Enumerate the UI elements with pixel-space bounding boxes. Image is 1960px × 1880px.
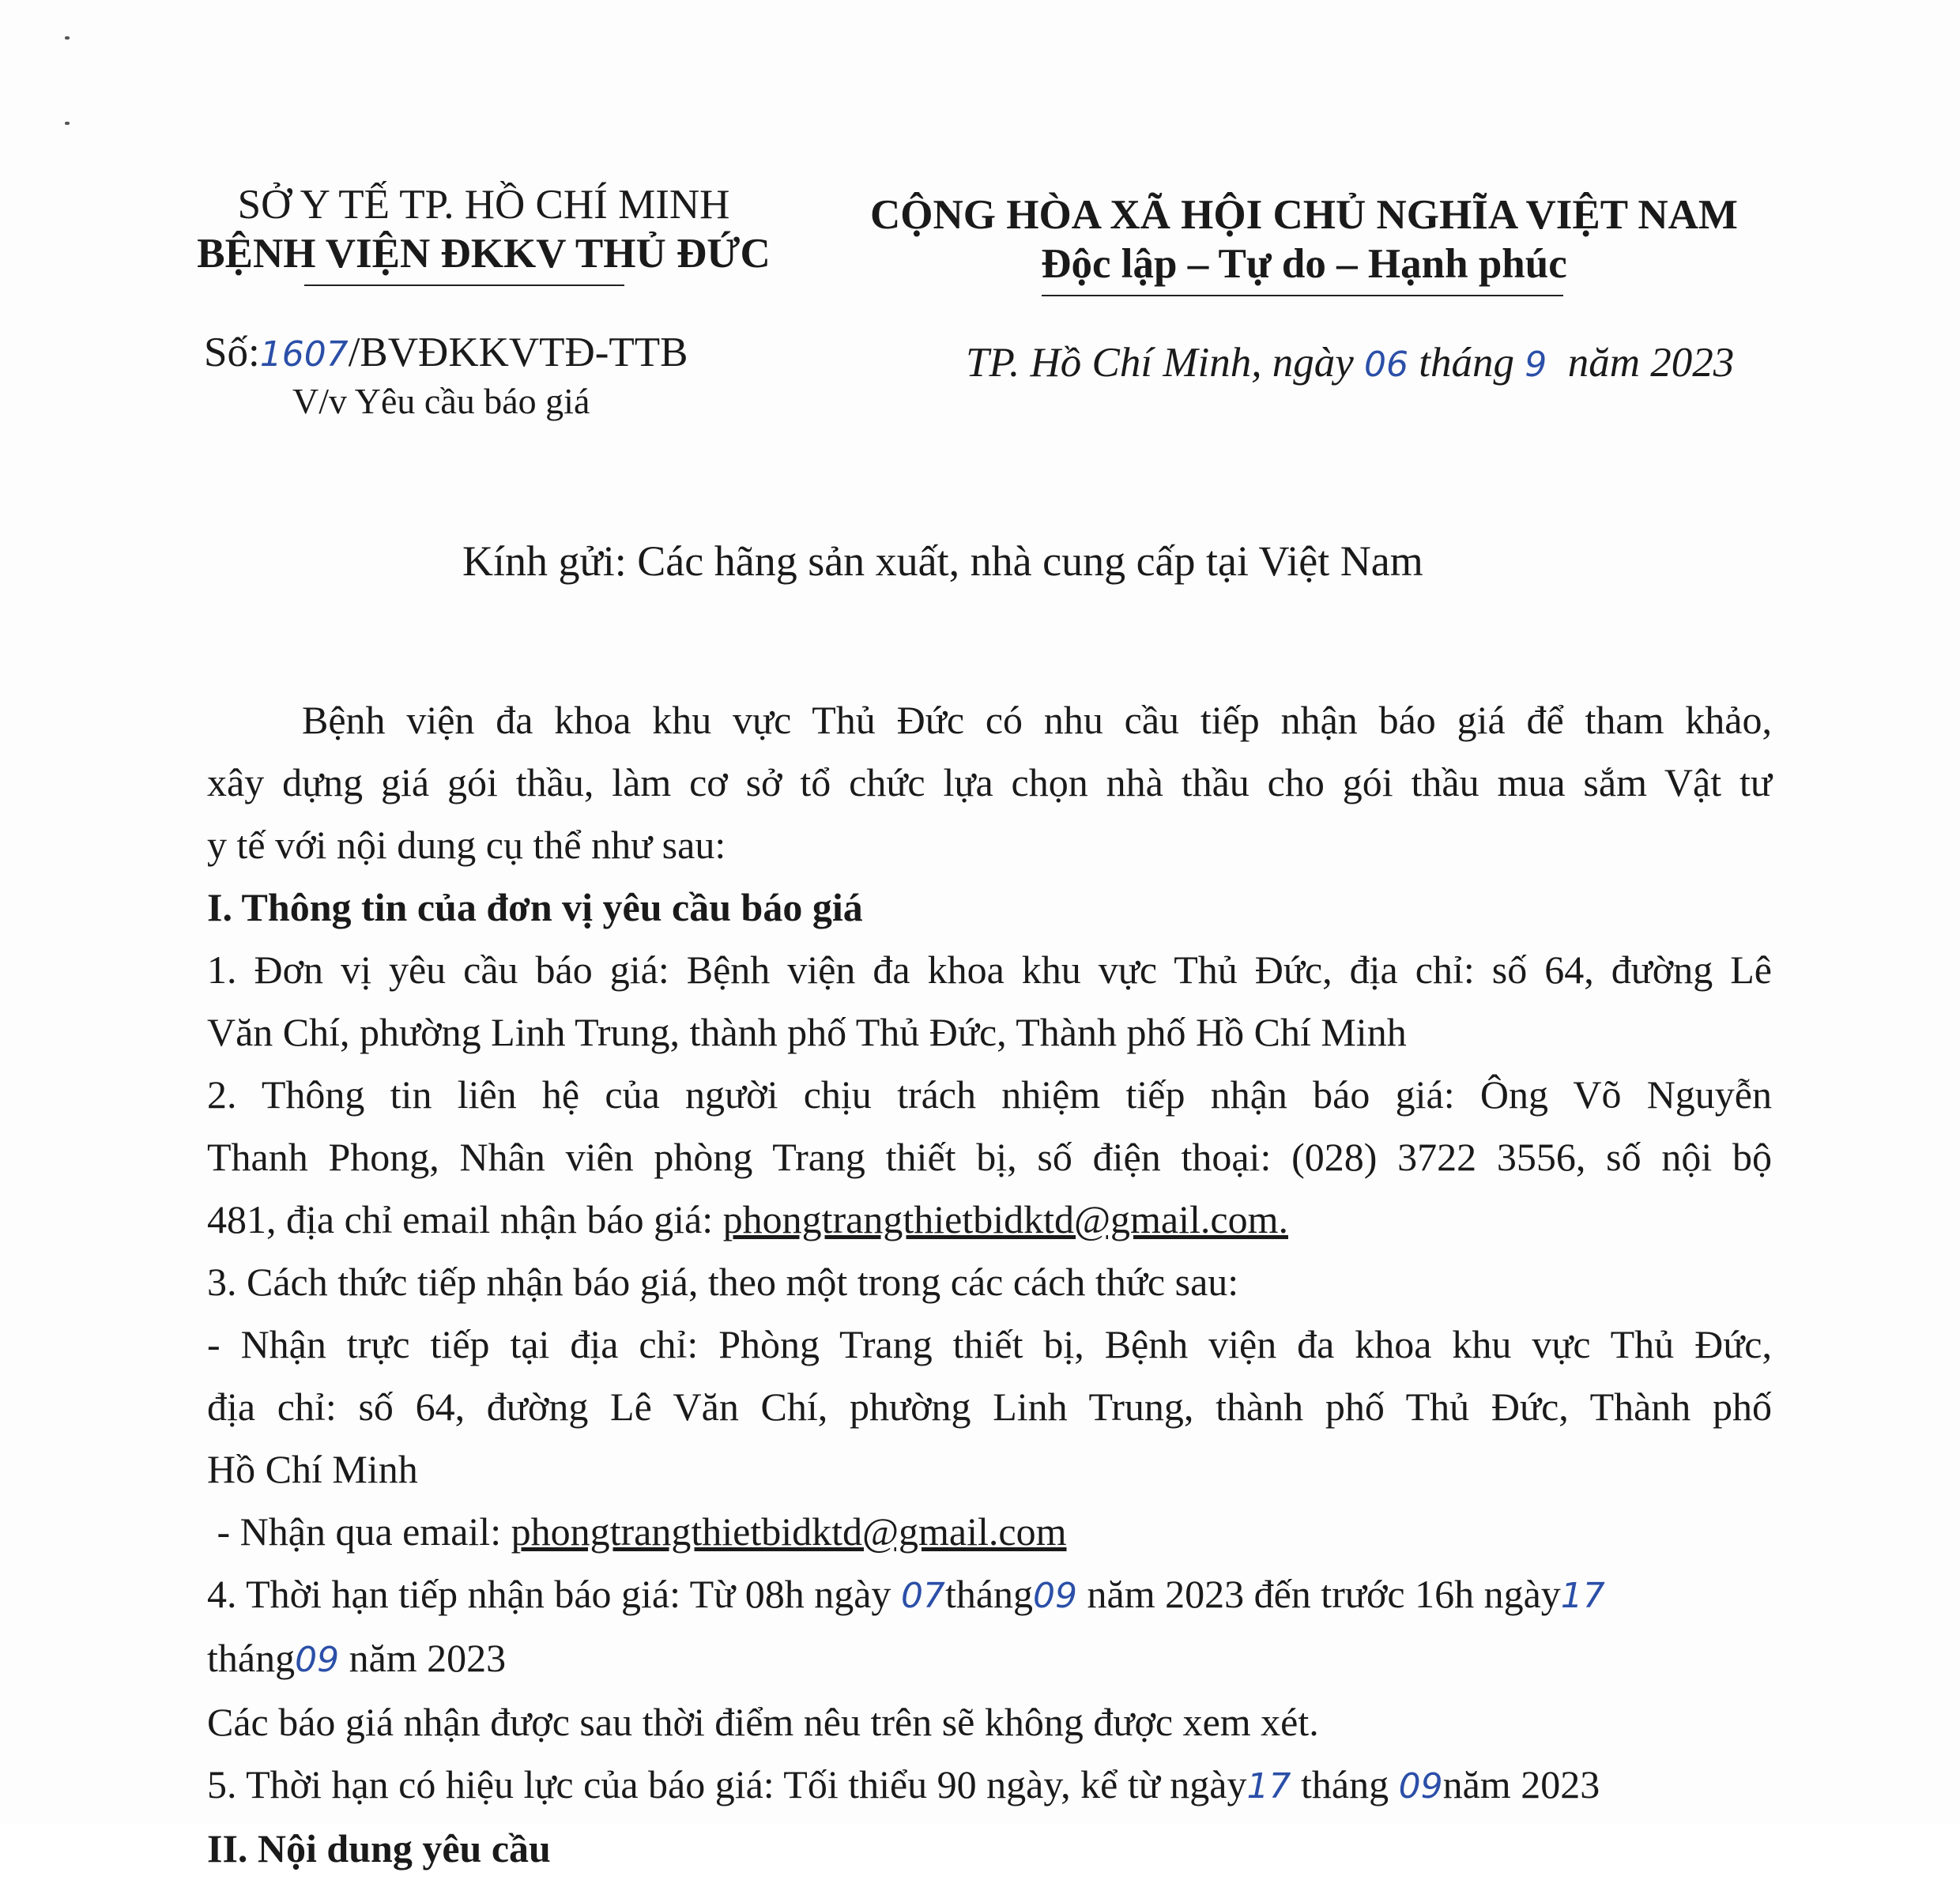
notice-line: Các báo giá nhận được sau thời điểm nêu trên sẽ không được xem xét. bbox=[207, 1700, 1319, 1744]
contact-email-link[interactable]: phongtrangthietbidktd@gmail.com. bbox=[722, 1197, 1288, 1241]
date-month-label: tháng bbox=[1419, 340, 1515, 386]
item-2-line: Thanh Phong, Nhân viên phòng Trang thiết bị, số điện thoại: (028) 3722 3556, số nội bộ bbox=[207, 1135, 1772, 1179]
item-2-line: 2. Thông tin liên hệ của người chịu trách nhiệm tiếp nhận báo giá: Ông Võ Nguyễn bbox=[207, 1072, 1772, 1117]
document-number bbox=[204, 328, 688, 379]
item-4-text: tháng bbox=[207, 1636, 296, 1680]
validity-month: 09 bbox=[1398, 1766, 1443, 1807]
intro-line: y tế với nội dung cụ thể như sau: bbox=[207, 823, 726, 867]
item-1-line: 1. Đơn vị yêu cầu báo giá: Bệnh viện đa khoa khu vực Thủ Đức, địa chỉ: số 64, đường Lê bbox=[207, 948, 1772, 992]
agency-name: SỞ Y TẾ TP. HỒ CHÍ MINH bbox=[237, 182, 730, 228]
direct-delivery-line: địa chỉ: số 64, đường Lê Văn Chí, phường Linh Trung, thành phố Thủ Đức, Thành phố bbox=[207, 1385, 1772, 1429]
email-delivery-line bbox=[207, 1501, 1772, 1563]
validity-day: 17 bbox=[1246, 1766, 1291, 1807]
intro-line: xây dựng giá gói thầu, làm cơ sở tổ chức lựa chọn nhà thầu cho gói thầu mua sắm Vật tư bbox=[207, 760, 1772, 804]
doc-no-suffix: /BVĐKKVTĐ-TTB bbox=[348, 330, 688, 375]
date-month: 9 bbox=[1525, 345, 1547, 385]
hospital-underline bbox=[304, 284, 624, 286]
email-delivery-prefix: - Nhận qua email: bbox=[207, 1509, 511, 1554]
date-year: năm 2023 bbox=[1567, 340, 1735, 386]
item-4-line bbox=[207, 1627, 1772, 1691]
scan-speck bbox=[65, 36, 70, 40]
start-month: 09 bbox=[1033, 1576, 1078, 1616]
item-4-line bbox=[207, 1563, 1772, 1627]
country-name: CỘNG HÒA XÃ HỘI CHỦ NGHĨA VIỆT NAM bbox=[870, 192, 1738, 238]
scan-speck bbox=[65, 122, 70, 125]
doc-no-prefix: Số: bbox=[204, 330, 260, 375]
hospital-name: BỆNH VIỆN ĐKKV THỦ ĐỨC bbox=[197, 231, 771, 277]
item-4-text: tháng bbox=[944, 1572, 1034, 1616]
start-day: 07 bbox=[900, 1576, 945, 1616]
item-5-text: tháng bbox=[1291, 1762, 1399, 1807]
issue-date bbox=[966, 338, 1734, 390]
item-5-text: 5. Thời hạn có hiệu lực của báo giá: Tối thiểu 90 ngày, kể từ ngày bbox=[207, 1762, 1247, 1807]
doc-no-handwritten: 1607 bbox=[259, 334, 349, 375]
item-1-line: Văn Chí, phường Linh Trung, thành phố Thủ Đức, Thành phố Hồ Chí Minh bbox=[207, 1010, 1407, 1054]
date-day: 06 bbox=[1364, 345, 1409, 385]
section-2-title: II. Nội dung yêu cầu bbox=[207, 1826, 551, 1871]
item-3-line: 3. Cách thức tiếp nhận báo giá, theo một trong các cách thức sau: bbox=[207, 1260, 1239, 1304]
direct-delivery-line: - Nhận trực tiếp tại địa chỉ: Phòng Trang thiết bị, Bệnh viện đa khoa khu vực Thủ Đức, bbox=[207, 1322, 1772, 1366]
recipient-line: Kính gửi: Các hãng sản xuất, nhà cung cấp tại Việt Nam bbox=[462, 537, 1423, 585]
item-4-text: năm 2023 đến trước 16h ngày bbox=[1077, 1572, 1561, 1616]
item-4-text: năm 2023 bbox=[339, 1636, 507, 1680]
item-5-line bbox=[207, 1754, 1772, 1818]
end-month: 09 bbox=[295, 1640, 340, 1680]
body-text bbox=[207, 689, 1772, 1871]
item-5-text: năm 2023 bbox=[1442, 1762, 1600, 1807]
item-4-text: 4. Thời hạn tiếp nhận báo giá: Từ 08h ngày bbox=[207, 1572, 901, 1616]
end-day: 17 bbox=[1560, 1576, 1605, 1616]
motto: Độc lập – Tự do – Hạnh phúc bbox=[1041, 241, 1567, 287]
date-prefix: TP. Hồ Chí Minh, ngày bbox=[966, 340, 1354, 386]
direct-delivery-line: Hồ Chí Minh bbox=[207, 1447, 418, 1491]
delivery-email-link[interactable]: phongtrangthietbidktd@gmail.com bbox=[511, 1509, 1067, 1554]
subject-line: V/v Yêu cầu báo giá bbox=[292, 381, 590, 421]
intro-line: Bệnh viện đa khoa khu vực Thủ Đức có nhu cầu tiếp nhận báo giá để tham khảo, bbox=[302, 698, 1772, 742]
motto-underline bbox=[1042, 295, 1563, 296]
item-2-email-prefix: 481, địa chỉ email nhận báo giá: bbox=[207, 1197, 723, 1241]
section-1-title: I. Thông tin của đơn vị yêu cầu báo giá bbox=[207, 885, 863, 929]
item-2-email-line bbox=[207, 1189, 1772, 1251]
